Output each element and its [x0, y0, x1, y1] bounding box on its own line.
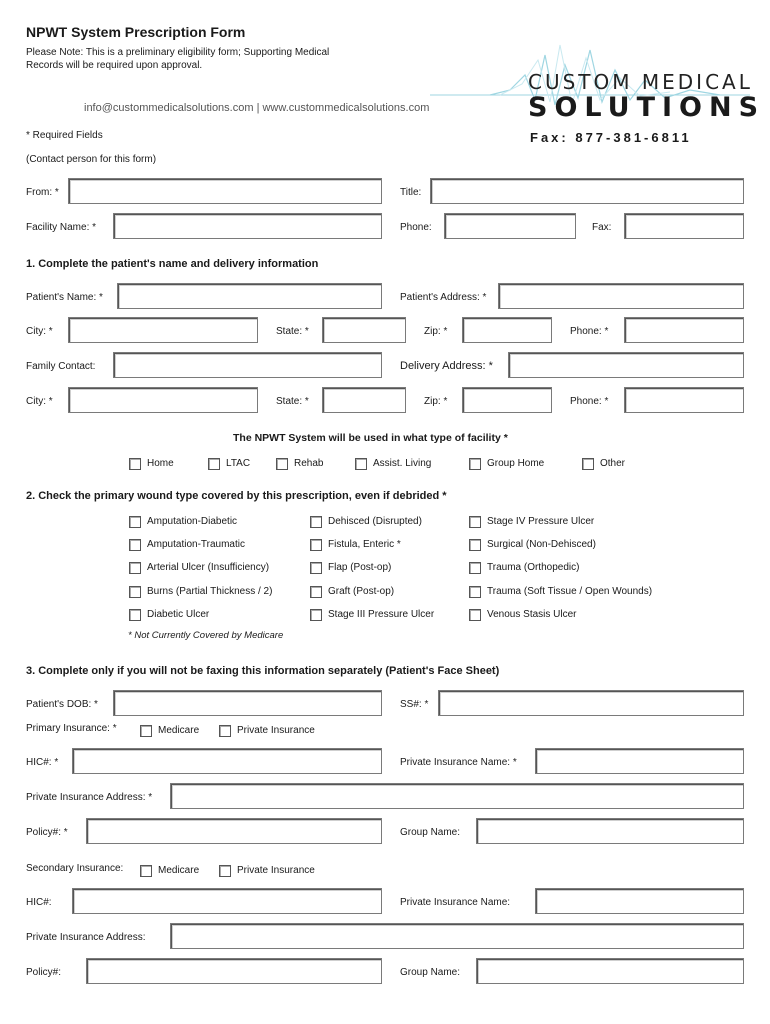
policy1-label: Policy#: * — [26, 827, 68, 838]
wound-amputation-traumatic-checkbox[interactable] — [129, 539, 141, 551]
facility-home-checkbox[interactable] — [129, 458, 141, 470]
logo-line1: CUSTOM MEDICAL — [528, 70, 753, 94]
logo-fax: Fax: 877-381-6811 — [530, 130, 692, 145]
primary-private-insurance-checkbox[interactable] — [219, 725, 231, 737]
patient-name-label: Patient's Name: * — [26, 292, 103, 303]
facility-assisted-living-checkbox[interactable] — [355, 458, 367, 470]
section3-heading: 3. Complete only if you will not be faxing this information separately (Patient's Face Sheet) — [26, 665, 500, 677]
contact-links: info@custommedicalsolutions.com | www.custommedicalsolutions.com — [84, 102, 430, 114]
secondary-medicare-label: Medicare — [158, 865, 200, 876]
facility-group-home-label: Group Home — [487, 458, 545, 469]
wound-trauma-soft-tissue-checkbox[interactable] — [469, 586, 481, 598]
wound-arterial-ulcer-label: Arterial Ulcer (Insufficiency) — [147, 562, 270, 573]
primary-medicare-checkbox[interactable] — [140, 725, 152, 737]
wound-venous-stasis-checkbox[interactable] — [469, 609, 481, 621]
facility-name-field[interactable] — [113, 213, 382, 239]
wound-stage3-checkbox[interactable] — [310, 609, 322, 621]
from-field[interactable] — [68, 178, 382, 204]
section1-heading: 1. Complete the patient's name and delivery information — [26, 258, 319, 270]
state2-field[interactable] — [322, 387, 406, 413]
title-label: Title: — [400, 187, 422, 198]
fax-field[interactable] — [624, 213, 744, 239]
wound-venous-stasis-label: Venous Stasis Ulcer — [487, 609, 577, 620]
hic2-label: HIC#: — [26, 897, 52, 908]
secondary-medicare-checkbox[interactable] — [140, 865, 152, 877]
hic2-field[interactable] — [72, 888, 382, 914]
hic1-field[interactable] — [72, 748, 382, 774]
wound-burns-checkbox[interactable] — [129, 586, 141, 598]
secondary-private-insurance-label: Private Insurance — [237, 865, 315, 876]
preliminary-note-line2: Records will be required upon approval. — [26, 60, 203, 71]
wound-burns-label: Burns (Partial Thickness / 2) — [147, 586, 273, 597]
facility-rehab-label: Rehab — [294, 458, 324, 469]
facility-group-home-checkbox[interactable] — [469, 458, 481, 470]
wound-dehisced-label: Dehisced (Disrupted) — [328, 516, 422, 527]
city1-label: City: * — [26, 326, 53, 337]
facility-type-question: The NPWT System will be used in what type of facility * — [233, 432, 508, 444]
group-name2-label: Group Name: — [400, 967, 461, 978]
ss-label: SS#: * — [400, 699, 429, 710]
title-field[interactable] — [430, 178, 744, 204]
wound-fistula-label: Fistula, Enteric * — [328, 539, 401, 550]
wound-arterial-ulcer-checkbox[interactable] — [129, 562, 141, 574]
wound-trauma-orthopedic-label: Trauma (Orthopedic) — [487, 562, 580, 573]
contact-person-note: (Contact person for this form) — [26, 154, 157, 165]
phone1-label: Phone: * — [570, 326, 609, 337]
phone2-field[interactable] — [624, 387, 744, 413]
phone2-label: Phone: * — [570, 396, 609, 407]
wound-stage4-label: Stage IV Pressure Ulcer — [487, 516, 595, 527]
wound-graft-label: Graft (Post-op) — [328, 586, 395, 597]
group-name1-label: Group Name: — [400, 827, 461, 838]
wound-graft-checkbox[interactable] — [310, 586, 322, 598]
facility-ltac-label: LTAC — [226, 458, 251, 469]
ss-field[interactable] — [438, 690, 744, 716]
dob-label: Patient's DOB: * — [26, 699, 98, 710]
wound-trauma-orthopedic-checkbox[interactable] — [469, 562, 481, 574]
policy1-field[interactable] — [86, 818, 382, 844]
group-name2-field[interactable] — [476, 958, 744, 984]
private-ins-address1-label: Private Insurance Address: * — [26, 792, 153, 803]
policy2-label: Policy#: — [26, 967, 62, 978]
form-title: NPWT System Prescription Form — [26, 24, 246, 40]
patient-address-field[interactable] — [498, 283, 744, 309]
secondary-insurance-label: Secondary Insurance: — [26, 863, 124, 874]
family-contact-field[interactable] — [113, 352, 382, 378]
private-ins-name2-field[interactable] — [535, 888, 744, 914]
section2-heading: 2. Check the primary wound type covered by this prescription, even if debrided * — [26, 490, 447, 502]
required-fields-note: * Required Fields — [26, 130, 103, 141]
state1-field[interactable] — [322, 317, 406, 343]
primary-medicare-label: Medicare — [158, 725, 200, 736]
patient-address-label: Patient's Address: * — [400, 292, 487, 303]
state1-label: State: * — [276, 326, 309, 337]
city2-label: City: * — [26, 396, 53, 407]
zip2-label: Zip: * — [424, 396, 448, 407]
patient-name-field[interactable] — [117, 283, 382, 309]
phone-label: Phone: — [400, 222, 432, 233]
secondary-private-insurance-checkbox[interactable] — [219, 865, 231, 877]
policy2-field[interactable] — [86, 958, 382, 984]
private-ins-name2-label: Private Insurance Name: — [400, 897, 511, 908]
facility-assisted-living-label: Assist. Living — [373, 458, 432, 469]
facility-ltac-checkbox[interactable] — [208, 458, 220, 470]
wound-amputation-diabetic-checkbox[interactable] — [129, 516, 141, 528]
medicare-footnote: * Not Currently Covered by Medicare — [128, 630, 284, 641]
wound-diabetic-ulcer-checkbox[interactable] — [129, 609, 141, 621]
dob-field[interactable] — [113, 690, 382, 716]
facility-home-label: Home — [147, 458, 174, 469]
facility-rehab-checkbox[interactable] — [276, 458, 288, 470]
facility-other-checkbox[interactable] — [582, 458, 594, 470]
zip1-field[interactable] — [462, 317, 552, 343]
family-contact-label: Family Contact: — [26, 361, 96, 372]
zip2-field[interactable] — [462, 387, 552, 413]
wound-amputation-diabetic-label: Amputation-Diabetic — [147, 516, 238, 527]
city2-field[interactable] — [68, 387, 258, 413]
private-ins-address1-field[interactable] — [170, 783, 744, 809]
group-name1-field[interactable] — [476, 818, 744, 844]
phone-field[interactable] — [444, 213, 576, 239]
facility-other-label: Other — [600, 458, 626, 469]
wound-flap-checkbox[interactable] — [310, 562, 322, 574]
wound-surgical-label: Surgical (Non-Dehisced) — [487, 539, 596, 550]
hic1-label: HIC#: * — [26, 757, 59, 768]
private-ins-name1-label: Private Insurance Name: * — [400, 757, 517, 768]
wound-fistula-checkbox[interactable] — [310, 539, 322, 551]
private-ins-address2-field[interactable] — [170, 923, 744, 949]
private-ins-name1-field[interactable] — [535, 748, 744, 774]
primary-insurance-label: Primary Insurance: * — [26, 723, 117, 734]
wound-dehisced-checkbox[interactable] — [310, 516, 322, 528]
wound-amputation-traumatic-label: Amputation-Traumatic — [147, 539, 245, 550]
wound-stage4-checkbox[interactable] — [469, 516, 481, 528]
wound-trauma-soft-tissue-label: Trauma (Soft Tissue / Open Wounds) — [487, 586, 653, 597]
fax-label: Fax: — [592, 222, 612, 233]
from-label: From: * — [26, 187, 59, 198]
private-ins-address2-label: Private Insurance Address: — [26, 932, 146, 943]
wound-diabetic-ulcer-label: Diabetic Ulcer — [147, 609, 210, 620]
city1-field[interactable] — [68, 317, 258, 343]
state2-label: State: * — [276, 396, 309, 407]
primary-private-insurance-label: Private Insurance — [237, 725, 315, 736]
zip1-label: Zip: * — [424, 326, 448, 337]
logo-line2: SOLUTIONS — [528, 92, 766, 123]
phone1-field[interactable] — [624, 317, 744, 343]
wound-flap-label: Flap (Post-op) — [328, 562, 392, 573]
wound-surgical-checkbox[interactable] — [469, 539, 481, 551]
delivery-address-label: Delivery Address: * — [400, 360, 493, 372]
facility-name-label: Facility Name: * — [26, 222, 97, 233]
preliminary-note-line1: Please Note: This is a preliminary eligibility form; Supporting Medical — [26, 47, 330, 58]
delivery-address-field[interactable] — [508, 352, 744, 378]
wound-stage3-label: Stage III Pressure Ulcer — [328, 609, 435, 620]
